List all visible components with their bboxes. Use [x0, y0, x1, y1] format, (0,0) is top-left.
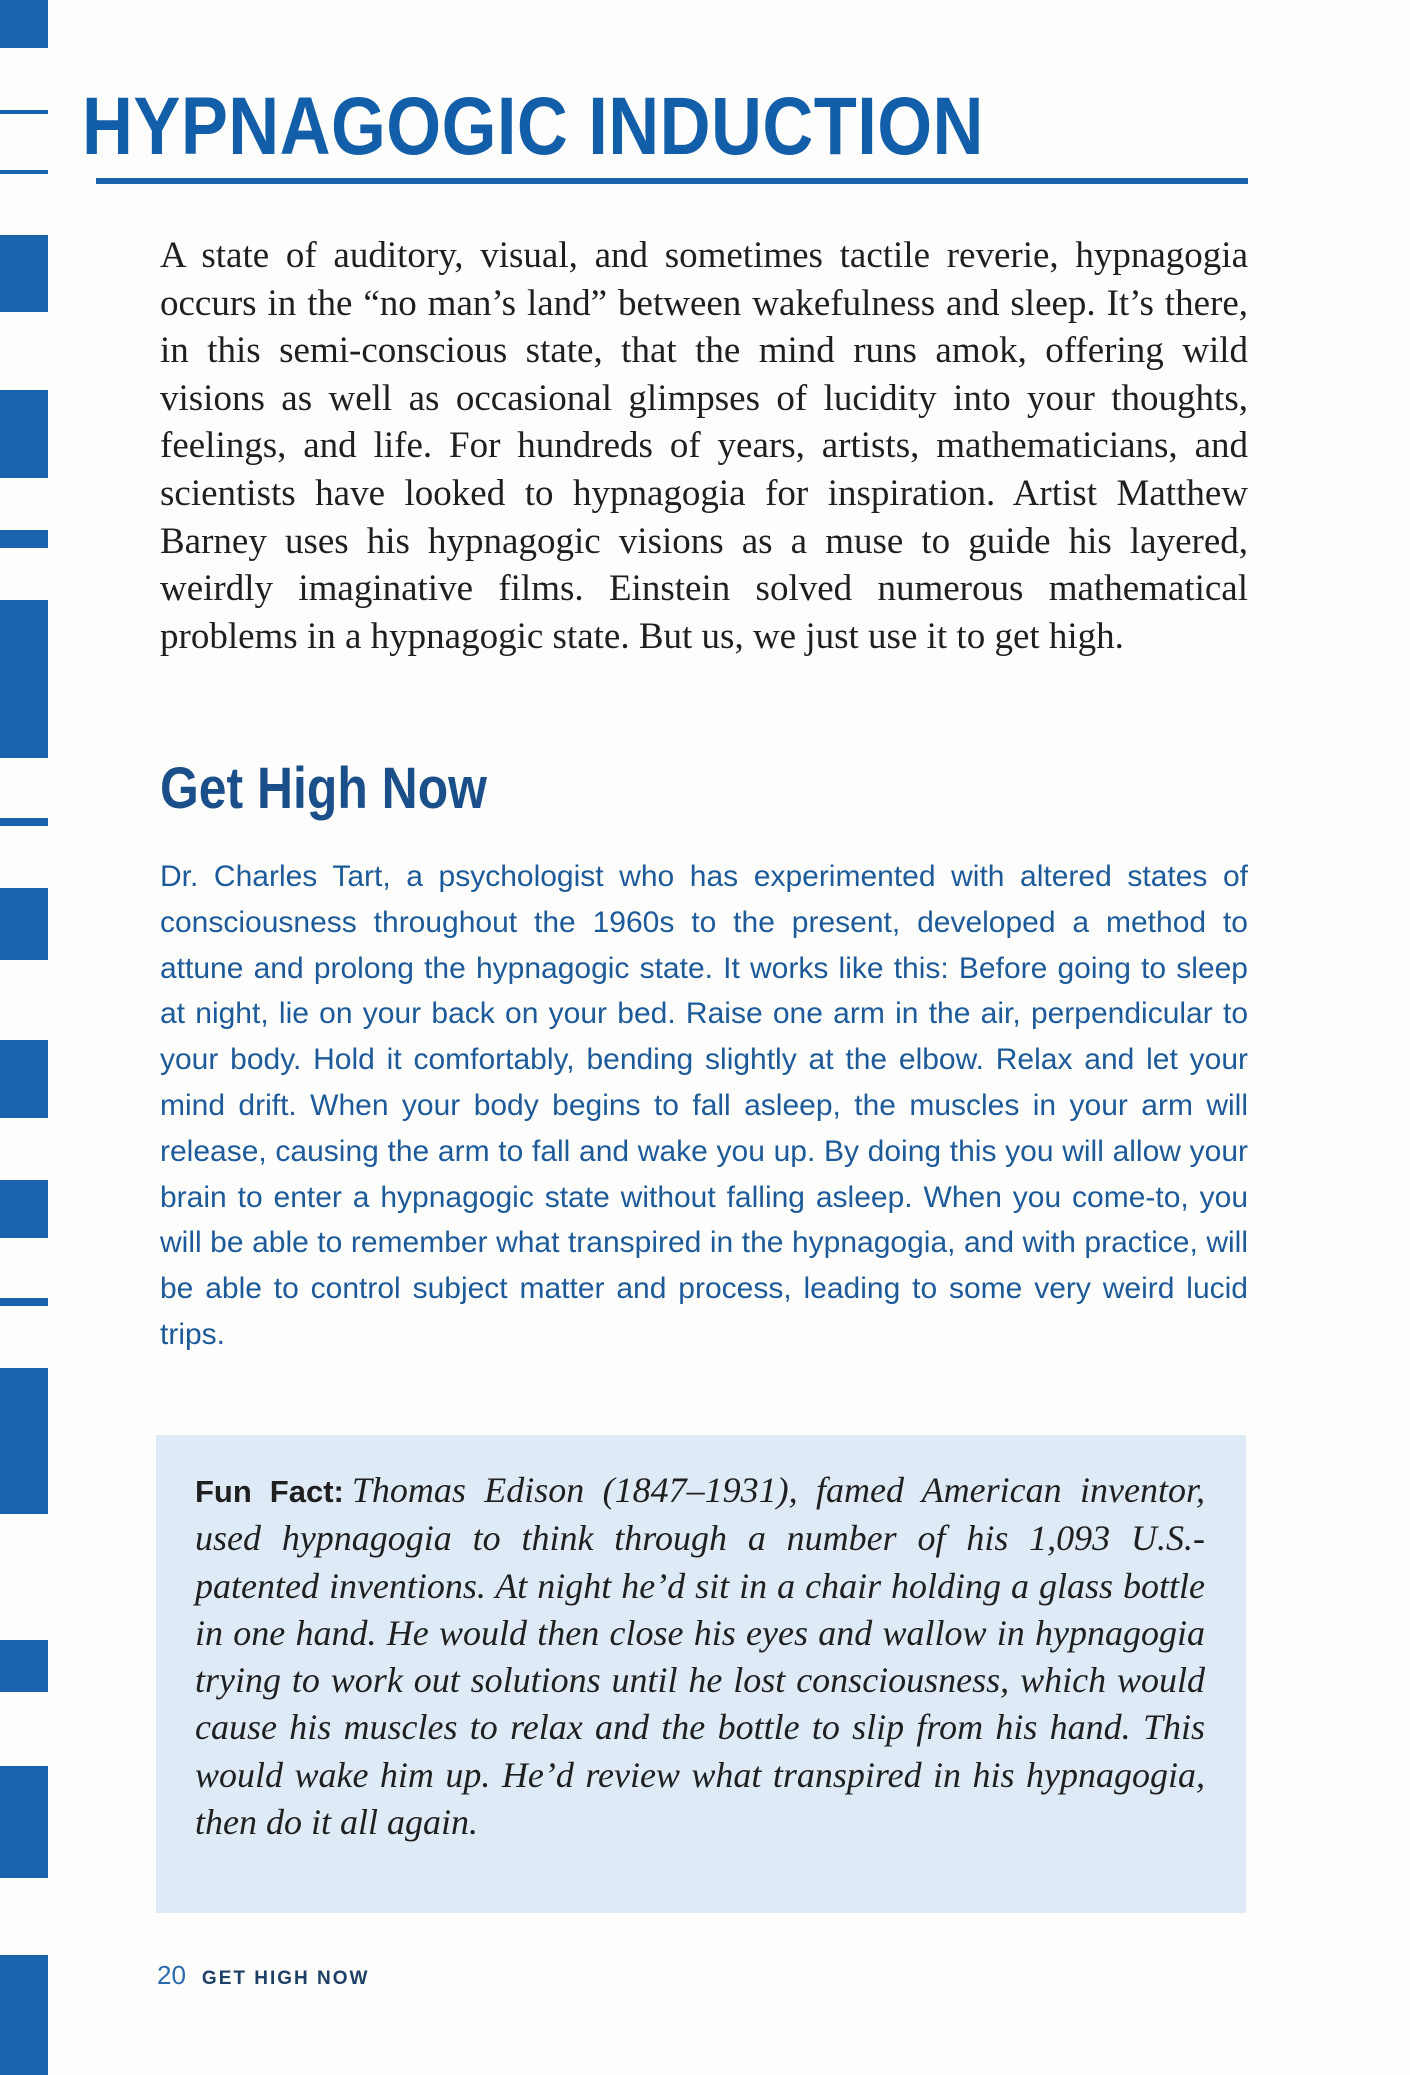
edge-tab [0, 1180, 48, 1238]
fun-fact-label: Fun Fact: [195, 1474, 344, 1509]
edge-tab [0, 0, 48, 48]
edge-tab [0, 1368, 48, 1514]
page-footer [157, 1960, 369, 1991]
edge-tab [0, 1298, 48, 1306]
method-paragraph: Dr. Charles Tart, a psychologist who has experimented with altered states of consciousness throughout the 1960s to the present, developed a method to attune and prolong the hypnagogic state. It works like this: Before going to sleep at night, lie on your back on your bed. Raise one arm in the air, perpendicular to your body. Hold it comfortably, bending slightly at the elbow. Relax and let your mind drift. When your body begins to fall asleep, the muscles in your arm will release, causing the arm to fall and wake you up. By doing this you will allow your brain to enter a hypnagogic state without falling asleep. When you come-to, you will be able to remember what transpired in the hypnagogia, and with practice, will be able to control subject matter and process, leading to some very weird lucid trips. [160, 860, 1248, 1351]
title-underline [96, 178, 1248, 184]
edge-tab [0, 1040, 48, 1118]
page-number: 20 [157, 1960, 186, 1990]
fun-fact-text [195, 1467, 1205, 1846]
section-heading: Get High Now [160, 756, 487, 821]
edge-tab [0, 530, 48, 548]
edge-tab [0, 110, 48, 114]
edge-tab [0, 818, 48, 826]
edge-tab [0, 390, 48, 478]
fun-fact-body: Thomas Edison (1847–1931), famed American inventor, used hypnagogia to think through a number of his 1,093 U.S.-patented inventions. At night he’d sit in a chair holding a glass bottle in one hand. He would then close his eyes and wallow in hypnagogia trying to work out solutions until he lost consciousness, which would cause his muscles to relax and the bottle to slip from his hand. This would wake him up. He’d review what transpired in his hypnagogia, then do it all again. [195, 1470, 1205, 1843]
edge-tab [0, 1955, 48, 2075]
edge-tab [0, 235, 48, 312]
edge-tab [0, 600, 48, 758]
edge-tab [0, 170, 48, 174]
edge-tab [0, 1640, 48, 1692]
intro-paragraph: A state of auditory, visual, and sometimes tactile reverie, hypnagogia occurs in the “no man’s land” between wakefulness and sleep. It’s there, in this semi-conscious state, that the mind runs amok, offering wild visions as well as occasional glimpses of lucidity into your thoughts, feelings, and life. For hundreds of years, artists, mathematicians, and scientists have looked to hypnagogia for inspiration. Artist Matthew Barney uses his hypnagogic visions as a muse to guide his layered, weirdly imaginative films. Einstein solved numerous mathematical problems in a hypnagogic state. But us, we just use it to get high. [160, 235, 1248, 657]
running-title: GET HIGH NOW [201, 1968, 370, 1989]
edge-tab [0, 1766, 48, 1878]
edge-tab [0, 888, 48, 960]
page-title: HYPNAGOGIC INDUCTION [82, 81, 984, 172]
